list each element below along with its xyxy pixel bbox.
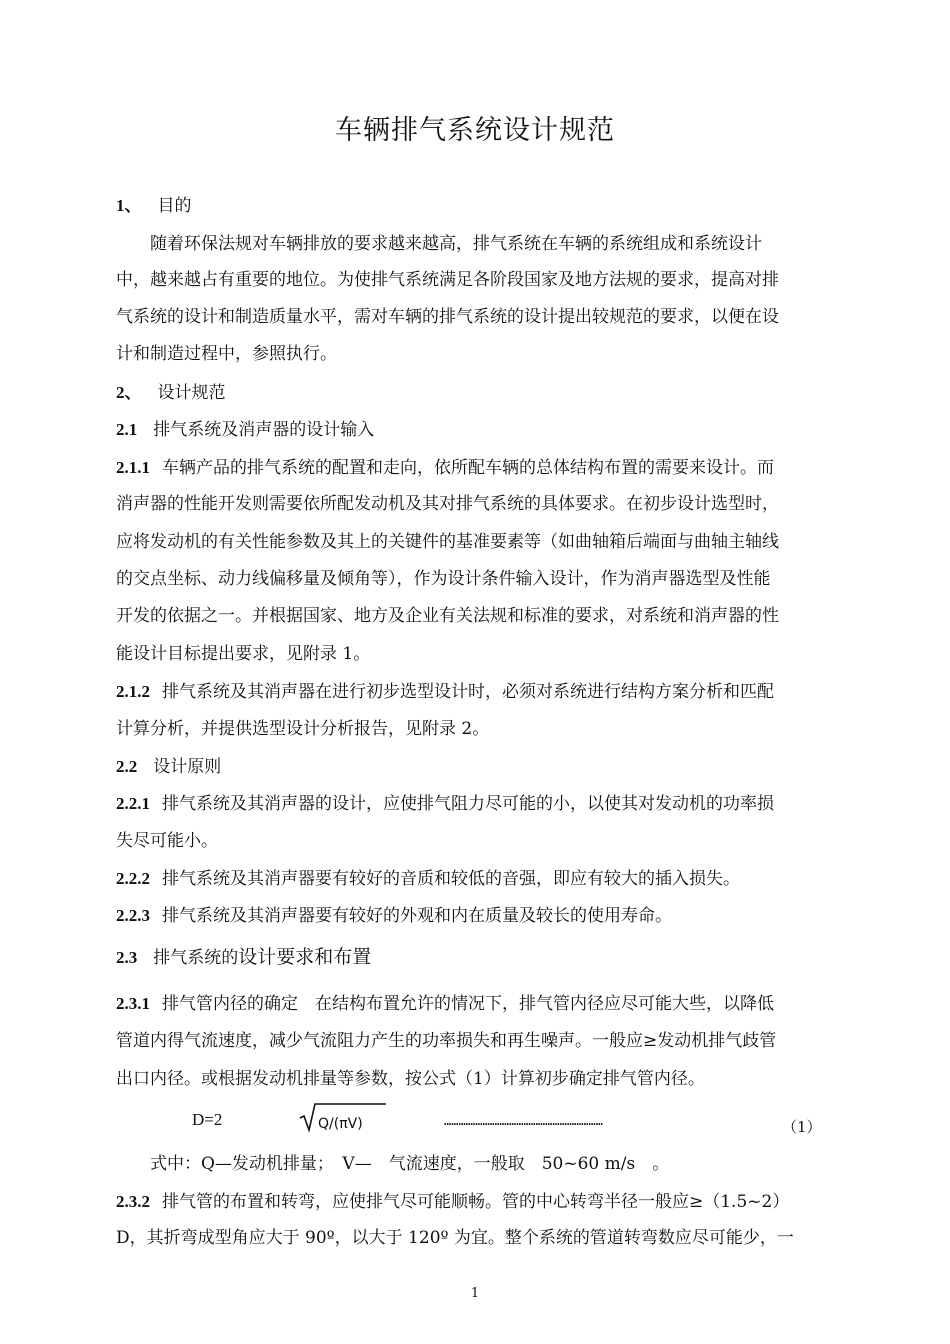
text-line: [116, 344, 860, 364]
line-text: 应将发动机的有关性能参数及其上的关键件的基准要素等（如曲轴箱后端面与曲轴主轴线: [116, 532, 779, 552]
section-number: 2.1: [116, 420, 138, 439]
line-text: 排气系统及其消声器的设计，应使排气阻力尽可能的小，以使其对发动机的功率损: [162, 794, 774, 814]
line-text: 排气系统及其消声器要有较好的音质和较低的音强，即应有较大的插入损失。: [162, 869, 740, 889]
section-number: 2.1.1: [116, 458, 150, 477]
section-number: 2.3.2: [116, 1192, 150, 1211]
text-line: [116, 494, 860, 514]
text-line: [116, 831, 860, 851]
line-text: 车辆产品的排气系统的配置和走向，依所配车辆的总体结构布置的需要来设计。而: [162, 458, 774, 478]
section-number: 2.1.2: [116, 682, 150, 701]
page-number: 1: [470, 1286, 480, 1301]
text-line: [116, 383, 860, 403]
text-line: [116, 270, 860, 290]
line-text: 中，越来越占有重要的地位。为使排气系统满足各阶段国家及地方法规的要求，提高对排: [116, 270, 779, 290]
formula-leader-dots: …………………………………………………………: [444, 1114, 603, 1128]
section-number: 2.2: [116, 757, 138, 776]
line-text: 计算分析，并提供选型设计分析报告，见附录 2。: [116, 719, 490, 739]
line-text: 排气管的布置和转弯，应使排气尽可能顺畅。管的中心转弯半径一般应≥（1.5~2）: [162, 1192, 790, 1212]
text-line: [116, 947, 860, 968]
line-text: D，其折弯成型角应大于 90º，以大于 120º 为宜。整个系统的管道转弯数应尽可能少，一: [116, 1228, 794, 1248]
text-line: [116, 994, 860, 1014]
line-text: 设计规范: [157, 383, 226, 403]
section-number: 2.3.1: [116, 994, 150, 1013]
text-line: [116, 1031, 860, 1051]
text-line: [116, 234, 860, 254]
section-number: 2.2.3: [116, 906, 150, 925]
document-title: 车辆排气系统设计规范: [335, 115, 615, 146]
text-line: [116, 420, 860, 440]
text-line: [116, 794, 860, 814]
line-text: 随着环保法规对车辆排放的要求越来越高，排气系统在车辆的系统组成和系统设计: [116, 234, 762, 254]
section-number: 2、: [116, 383, 142, 402]
section-number: 2.3: [116, 948, 138, 967]
line-text: 排气系统及其消声器要有较好的外观和内在质量及较长的使用寿命。: [162, 906, 672, 926]
line-text: 排气系统及消声器的设计输入: [153, 420, 375, 440]
section-number: 2.2.1: [116, 794, 150, 813]
line-text: 气系统的设计和制造质量水平，需对车辆的排气系统的设计提出较规范的要求，以便在设: [116, 307, 779, 327]
text-line: [116, 1154, 860, 1174]
text-line: [116, 682, 860, 702]
line-text: 目的: [157, 196, 192, 216]
line-text: 开发的依据之一。并根据国家、地方及企业有关法规和标准的要求，对系统和消声器的性: [116, 606, 779, 626]
text-line: [116, 196, 860, 216]
formula-lhs: D=2: [192, 1110, 223, 1129]
line-text: 失尽可能小。: [116, 831, 218, 851]
formula-radicand: Q/(πV): [318, 1116, 363, 1132]
text-line: [116, 1228, 860, 1248]
text-line: [116, 869, 860, 889]
line-text: 的交点坐标、动力线偏移量及倾角等），作为设计条件输入设计，作为消声器选型及性能: [116, 569, 771, 589]
text-line: [116, 906, 860, 926]
section-number: 2.2.2: [116, 869, 150, 888]
line-text: 排气管内径的确定 在结构布置允许的情况下，排气管内径应尽可能大些，以降低: [162, 994, 774, 1014]
line-text-larger: 设计要求和布置: [238, 946, 372, 968]
text-line: [116, 606, 860, 626]
text-line: [116, 719, 860, 739]
formula-equation-number: （1）: [782, 1118, 822, 1136]
text-line: [116, 757, 860, 777]
text-line: [116, 569, 860, 589]
line-text: 消声器的性能开发则需要依所配发动机及其对排气系统的具体要求。在初步设计选型时，: [116, 494, 779, 514]
line-text: 式中：Q—发动机排量； V— 气流速度，一般取 50~60 m/s 。: [116, 1154, 670, 1174]
line-text: 能设计目标提出要求，见附录 1。: [116, 644, 371, 664]
line-text: 排气系统的: [153, 948, 239, 968]
line-text: 管道内得气流速度，减少气流阻力产生的功率损失和再生噪声。一般应≥发动机排气歧管: [116, 1031, 777, 1051]
text-line: [116, 1192, 860, 1212]
text-line: [116, 644, 860, 664]
text-line: [116, 307, 860, 327]
line-text: 设计原则: [153, 757, 222, 777]
line-text: 出口内径。或根据发动机排量等参数，按公式（1）计算初步确定排气管内径。: [116, 1069, 705, 1089]
text-line: [116, 532, 860, 552]
line-text: 计和制造过程中，参照执行。: [116, 344, 337, 364]
line-text: 排气系统及其消声器在进行初步选型设计时，必须对系统进行结构方案分析和匹配: [162, 682, 774, 702]
section-number: 1、: [116, 196, 142, 215]
text-line: [116, 458, 860, 478]
text-line: [116, 1069, 860, 1089]
